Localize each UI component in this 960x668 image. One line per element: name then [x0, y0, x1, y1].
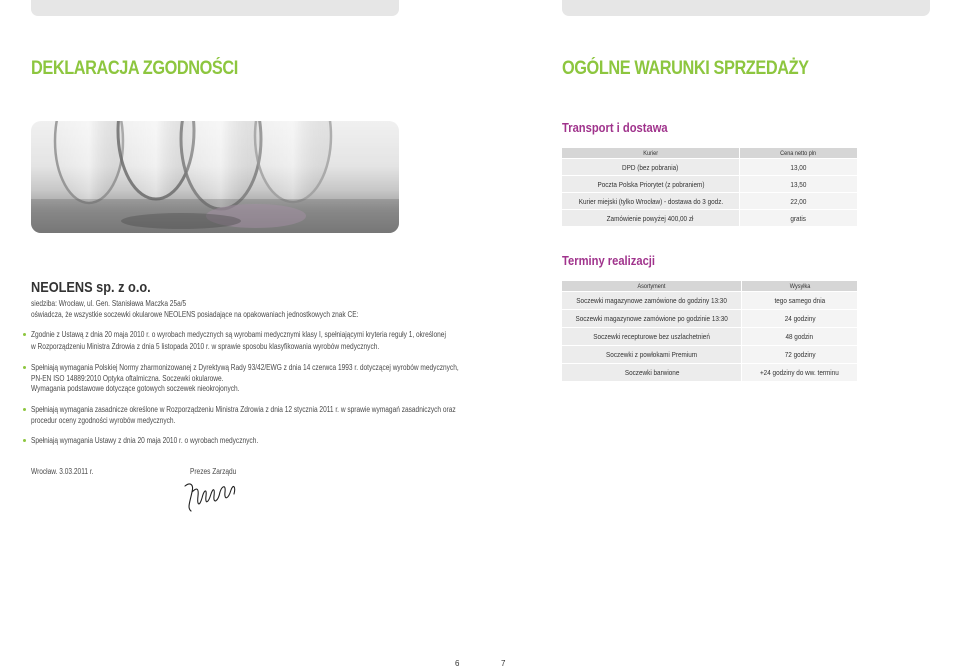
bullet-marker — [23, 366, 26, 369]
table-cell: 13,00 — [739, 159, 857, 176]
table-cell: Soczewki barwione — [562, 364, 741, 382]
terms-heading: Terminy realizacji — [562, 253, 656, 268]
bullet-2-line-1: Spełniają wymagania Polskiej Normy zharmonizowanej z Dyrektywą Rady 93/42/EWG z dnia 14 czerwca 1993 r. dotyczącej wyrobów medycznych, — [31, 363, 459, 372]
right-top-tab — [562, 0, 930, 16]
table-header-row — [562, 281, 857, 292]
table-cell: 48 godzin — [741, 328, 857, 346]
bullet-3-line-1: Spełniają wymagania zasadnicze określone w Rozporządzeniu Ministra Zdrowia z dnia 12 stycznia 2011 r. w sprawie wymagań zasadniczych oraz — [31, 405, 456, 414]
bullet-4-line-1: Spełniają wymagania Ustawy z dnia 20 maja 2010 r. o wyrobach medycznych. — [31, 436, 259, 445]
table-header-row — [562, 148, 857, 159]
table-cell: 13,50 — [739, 176, 857, 193]
table-row — [562, 310, 857, 328]
company-name: NEOLENS sp. z o.o. — [31, 279, 151, 296]
declaration-title: DEKLARACJA ZGODNOŚCI — [31, 58, 238, 79]
terms-table — [562, 281, 857, 382]
bullet-1-line-2: w Rozporządzeniu Ministra Zdrowia z dnia 5 listopada 2010 r. w sprawie sposobu klasyfikowania wyrobów medycznych. — [31, 342, 380, 351]
page-number-right: 7 — [501, 659, 506, 668]
signature-image — [182, 478, 240, 514]
company-address: siedziba: Wrocław, ul. Gen. Stanisława Maczka 25a/5 — [31, 299, 187, 308]
lens-illustration — [31, 121, 399, 233]
bullet-2-line-2: PN-EN ISO 14889:2010 Optyka oftalmiczna. Soczewki okularowe. — [31, 374, 224, 383]
declaration-statement: oświadcza, że wszystkie soczewki okularowe NEOLENS posiadające na opakowaniach jednostkowych znak CE: — [31, 310, 359, 319]
table-cell: 72 godziny — [741, 346, 857, 364]
bullet-marker — [23, 408, 26, 411]
bullet-3-line-2: procedur oceny zgodności wyrobów medycznych. — [31, 416, 176, 425]
column-header: Wysyłka — [741, 281, 857, 292]
table-cell: gratis — [739, 210, 857, 227]
column-header: Cena netto pln — [739, 148, 857, 159]
table-row — [562, 193, 857, 210]
table-cell: Soczewki magazynowe zamówione po godzinie 13:30 — [562, 310, 741, 328]
column-header: Kurier — [562, 148, 739, 159]
bullet-2-line-3: Wymagania podstawowe dotyczące gotowych soczewek nieokrojonych. — [31, 384, 240, 393]
table-cell: Soczewki z powłokami Premium — [562, 346, 741, 364]
table-cell: Zamówienie powyżej 400,00 zł — [562, 210, 739, 227]
signatory-title: Prezes Zarządu — [190, 467, 237, 476]
left-top-tab — [31, 0, 399, 16]
table-cell: 22,00 — [739, 193, 857, 210]
bullet-marker — [23, 333, 26, 336]
bullet-1-line-1: Zgodnie z Ustawą z dnia 20 maja 2010 r. o wyrobach medycznych są wyrobami medycznymi klasy I, spełniającymi kryteria reguły 1, określonej — [31, 330, 446, 339]
table-cell: Soczewki magazynowe zamówione do godziny 13:30 — [562, 292, 741, 310]
transport-table — [562, 148, 857, 227]
bullet-marker — [23, 439, 26, 442]
table-cell: Soczewki recepturowe bez uszlachetnień — [562, 328, 741, 346]
table-row — [562, 328, 857, 346]
table-row — [562, 210, 857, 227]
table-row — [562, 364, 857, 382]
table-cell: Kurier miejski (tylko Wrocław) - dostawa do 3 godz. — [562, 193, 739, 210]
table-row — [562, 176, 857, 193]
table-cell: +24 godziny do ww. terminu — [741, 364, 857, 382]
table-row — [562, 159, 857, 176]
column-header: Asortyment — [562, 281, 741, 292]
page-number-left: 6 — [455, 659, 460, 668]
table-row — [562, 292, 857, 310]
table-cell: Poczta Polska Priorytet (z pobraniem) — [562, 176, 739, 193]
sales-terms-title: OGÓLNE WARUNKI SPRZEDAŻY — [562, 58, 809, 79]
table-cell: 24 godziny — [741, 310, 857, 328]
lens-photo — [31, 121, 399, 233]
table-cell: tego samego dnia — [741, 292, 857, 310]
place-date: Wrocław. 3.03.2011 r. — [31, 467, 94, 476]
table-cell: DPD (bez pobrania) — [562, 159, 739, 176]
transport-heading: Transport i dostawa — [562, 120, 668, 135]
table-row — [562, 346, 857, 364]
